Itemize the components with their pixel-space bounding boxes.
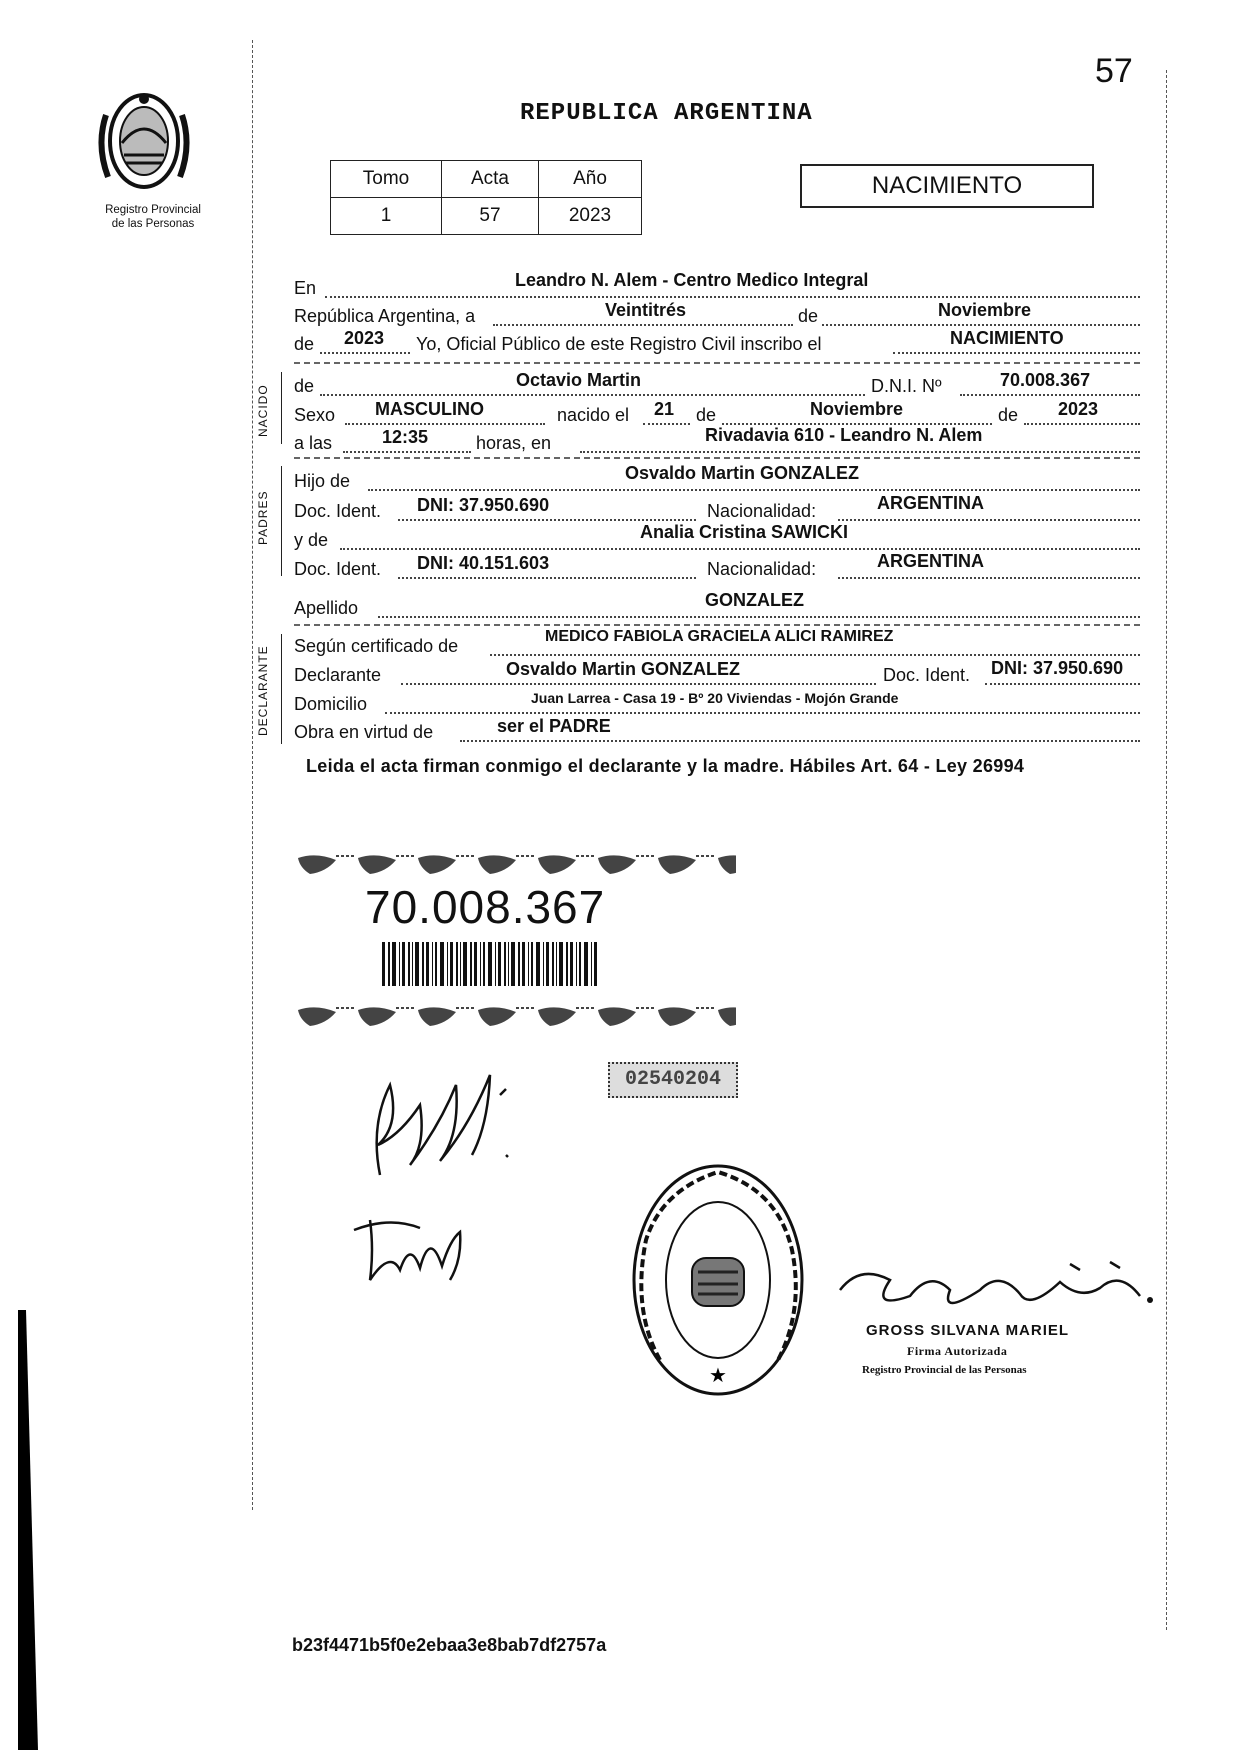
section-bar-padres	[281, 466, 282, 576]
label-de-nombre: de	[294, 376, 315, 396]
province-seal-icon	[92, 85, 196, 197]
seal-code: 02540204	[608, 1062, 738, 1098]
label-de: de	[798, 306, 819, 326]
value-declarante: Osvaldo Martin GONZALEZ	[506, 659, 741, 679]
dots	[1024, 423, 1140, 425]
header-acta: Acta	[442, 161, 539, 198]
side-label-padres: PADRES	[256, 490, 270, 545]
value-dni-madre: DNI: 40.151.603	[417, 553, 550, 573]
svg-text:★: ★	[709, 1363, 727, 1387]
value-dni-padre: DNI: 37.950.690	[417, 495, 550, 515]
value-apellido: GONZALEZ	[705, 590, 804, 610]
section-bar-nacido	[281, 372, 282, 444]
province-logo	[92, 85, 212, 230]
issuer-line-1: Registro Provincial	[105, 204, 201, 216]
dots	[320, 352, 410, 354]
label-republica: República Argentina, a	[294, 306, 476, 326]
value-dni: 70.008.367	[1000, 370, 1091, 390]
signer-role: Firma Autorizada	[907, 1344, 1008, 1358]
separator	[294, 457, 1140, 459]
registry-seal-icon	[628, 1160, 808, 1400]
value-acto: NACIMIENTO	[950, 328, 1064, 348]
value-anio: 2023	[539, 198, 642, 235]
reference-table	[330, 160, 642, 235]
label-obra: Obra en virtud de	[294, 722, 434, 742]
value-nac-madre: ARGENTINA	[877, 551, 984, 571]
dots	[340, 548, 1140, 550]
value-mes-nac: Noviembre	[810, 399, 904, 419]
value-nac-padre: ARGENTINA	[877, 493, 984, 513]
label-doc-ident2: Doc. Ident.	[294, 559, 382, 579]
dots	[368, 489, 1140, 491]
separator	[294, 624, 1140, 626]
header-anio: Año	[539, 161, 642, 198]
label-yo-oficial: Yo, Oficial Público de este Registro Civil inscribo el	[416, 334, 822, 354]
dots	[985, 683, 1140, 685]
dots	[345, 423, 545, 425]
dots	[378, 616, 1140, 618]
issuer-caption	[88, 203, 218, 231]
label-dni: D.N.I. Nº	[871, 376, 942, 396]
label-apellido: Apellido	[294, 598, 359, 618]
value-lugar: Leandro N. Alem - Centro Medico Integral	[515, 270, 869, 290]
declarant-signature	[360, 1065, 530, 1185]
document-hash: b23f4471b5f0e2ebaa3e8bab7df2757a	[292, 1635, 607, 1655]
label-declarante: Declarante	[294, 665, 382, 685]
value-mes-inscripcion: Noviembre	[938, 300, 1032, 320]
label-domicilio: Domicilio	[294, 694, 368, 714]
closing-statement: Leida el acta firman conmigo el declarante y la madre. Hábiles Art. 64 - Ley 26994	[306, 756, 1025, 776]
separator	[294, 362, 1140, 364]
dots	[398, 577, 696, 579]
label-en: En	[294, 278, 317, 298]
dots	[385, 712, 1140, 714]
label-y-de: y de	[294, 530, 329, 550]
signer-org: Registro Provincial de las Personas	[862, 1364, 1027, 1376]
dots	[493, 324, 793, 326]
dots	[838, 577, 1140, 579]
value-sexo: MASCULINO	[375, 399, 484, 419]
dots	[643, 423, 690, 425]
security-pattern-top	[296, 850, 736, 880]
label-de3: de	[696, 405, 717, 425]
label-segun: Según certificado de	[294, 636, 459, 656]
value-tomo: 1	[331, 198, 442, 235]
barcode	[382, 942, 602, 986]
dots	[460, 740, 1140, 742]
dots	[398, 519, 696, 521]
value-dni-declarante: DNI: 37.950.690	[991, 658, 1124, 678]
side-label-nacido: NACIDO	[256, 384, 270, 437]
dots	[401, 683, 876, 685]
record-type-box: NACIMIENTO	[800, 164, 1094, 208]
section-bar-declarante	[281, 634, 282, 744]
value-anio-nac: 2023	[1058, 399, 1099, 419]
value-madre: Analia Cristina SAWICKI	[640, 522, 849, 542]
label-nacionalidad: Nacionalidad:	[707, 501, 817, 521]
dots	[893, 352, 1140, 354]
label-sexo: Sexo	[294, 405, 336, 425]
page-number: 57	[1095, 52, 1133, 90]
value-padre: Osvaldo Martin GONZALEZ	[625, 463, 860, 483]
value-hora: 12:35	[382, 427, 429, 447]
value-lugar-nac: Rivadavia 610 - Leandro N. Alem	[705, 425, 983, 445]
left-margin-line	[252, 40, 253, 1510]
dots	[822, 324, 1140, 326]
label-nacido-el: nacido el	[557, 405, 630, 425]
dots	[490, 654, 1140, 656]
label-hijo-de: Hijo de	[294, 471, 351, 491]
mother-signature	[350, 1210, 480, 1290]
stamp-number: 70.008.367	[365, 881, 606, 933]
value-obra: ser el PADRE	[497, 716, 611, 736]
label-de4: de	[998, 405, 1019, 425]
signer-name: GROSS SILVANA MARIEL	[866, 1322, 1070, 1339]
label-horas-en: horas, en	[476, 433, 552, 453]
label-nacionalidad2: Nacionalidad:	[707, 559, 817, 579]
label-de2: de	[294, 334, 315, 354]
dots	[960, 394, 1140, 396]
value-domicilio: Juan Larrea - Casa 19 - Bº 20 Viviendas - Mojón Grande	[531, 690, 899, 706]
label-doc-ident: Doc. Ident.	[294, 501, 382, 521]
value-certificado: MEDICO FABIOLA GRACIELA ALICI RAMIREZ	[545, 628, 894, 645]
value-dia-inscripcion: Veintitrés	[605, 300, 687, 320]
issuer-line-2: de las Personas	[111, 218, 195, 230]
side-label-declarante: DECLARANTE	[256, 645, 270, 736]
official-signature	[830, 1260, 1160, 1324]
dots	[580, 451, 1140, 453]
page-title: REPUBLICA ARGENTINA	[520, 100, 813, 127]
value-anio-inscripcion: 2023	[344, 328, 385, 348]
label-doc-ident3: Doc. Ident.	[883, 665, 971, 685]
value-nombre: Octavio Martin	[516, 370, 642, 390]
label-a-las: a las	[294, 433, 333, 453]
dots	[320, 394, 865, 396]
value-acta: 57	[442, 198, 539, 235]
dots	[838, 519, 1140, 521]
dots	[343, 451, 471, 453]
dots	[325, 296, 1140, 298]
header-tomo: Tomo	[331, 161, 442, 198]
security-pattern-bottom	[296, 1002, 736, 1032]
value-dia-nac: 21	[654, 399, 675, 419]
scan-edge	[18, 1310, 38, 1750]
right-margin-line	[1166, 70, 1167, 1630]
